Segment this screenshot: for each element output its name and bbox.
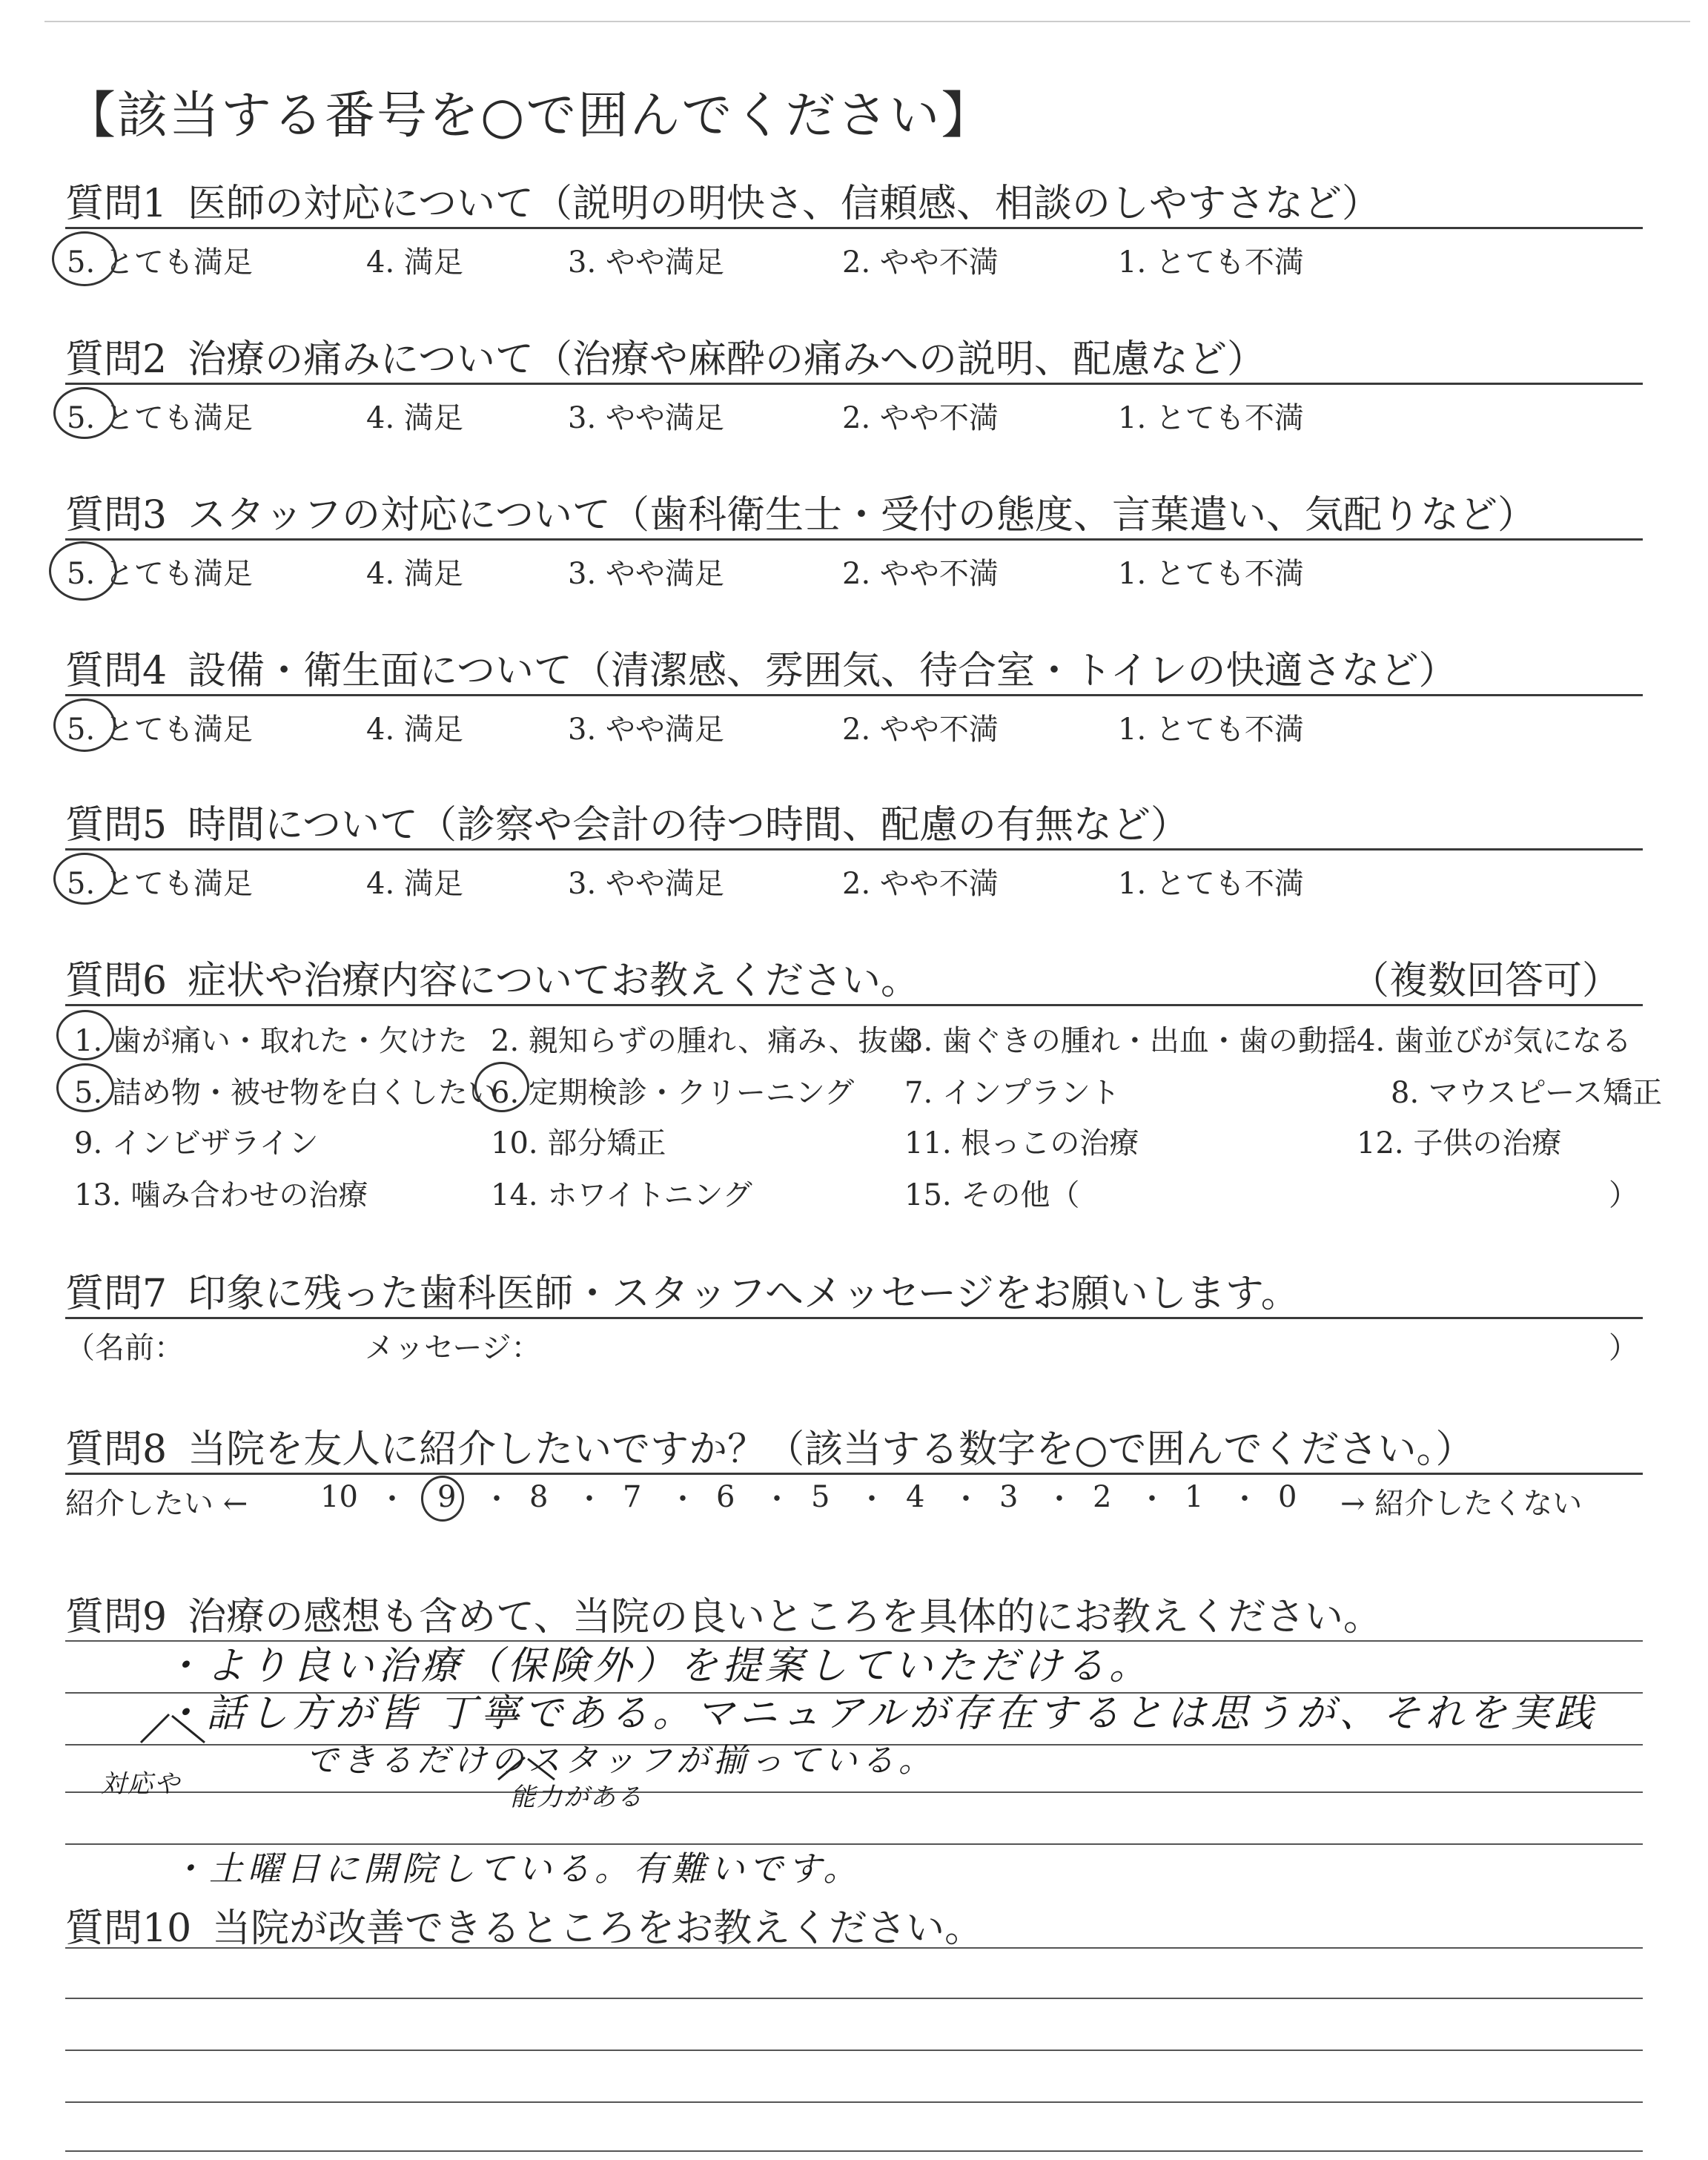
q10-line-3: [65, 2050, 1643, 2051]
q6-option-7[interactable]: 7. インプラント: [904, 1076, 1120, 1110]
q10-line-4: [65, 2101, 1643, 2103]
q4-option-3[interactable]: 3. やや満足: [568, 713, 724, 747]
question-7-rule: [65, 1317, 1643, 1319]
q9-answer-note-nouryoku: 能力がある: [510, 1783, 643, 1812]
q4-option-4[interactable]: 4. 満足: [366, 713, 463, 747]
q8-scale-value-7[interactable]: 7: [623, 1480, 642, 1514]
q6-option-8[interactable]: 8. マウスピース矯正: [1391, 1076, 1663, 1110]
q10-line-2: [65, 1998, 1643, 1999]
q3-selection-circle: [49, 541, 117, 601]
question-9: [65, 1585, 1382, 1641]
question-5: [65, 793, 1189, 849]
q8-right-label: → 紹介したくない: [1340, 1487, 1583, 1521]
q8-scale-separator: ・: [1137, 1482, 1167, 1516]
q6-option-4[interactable]: 4. 歯並びが気になる: [1357, 1024, 1632, 1058]
q9-answer-line-2: ・話し方が皆 丁寧である。マニュアルが存在するとは思うが、それを実践: [163, 1691, 1598, 1736]
question-1-text: 医師の対応について（説明の明快さ、信頼感、相談のしやすさなど）: [188, 182, 1380, 226]
q6-option-9[interactable]: 9. インビザライン: [74, 1126, 319, 1160]
q7-close-paren: ）: [1609, 1331, 1638, 1365]
q1-option-3[interactable]: 3. やや満足: [568, 245, 724, 280]
question-8: [65, 1418, 1474, 1473]
question-4: [65, 639, 1457, 695]
question-7-text: 印象に残った歯科医師・スタッフへメッセージをお願いします。: [188, 1272, 1300, 1316]
q8-scale-separator: ・: [575, 1482, 604, 1516]
q2-option-5[interactable]: 5. とても満足: [67, 401, 253, 435]
question-7-number: 質問7: [65, 1272, 168, 1316]
q8-scale-value-5[interactable]: 5: [811, 1480, 830, 1514]
q5-selection-circle: [53, 853, 116, 905]
question-5-number: 質問5: [65, 803, 168, 848]
q2-option-2[interactable]: 2. やや不満: [842, 401, 999, 435]
q3-option-2[interactable]: 2. やや不満: [842, 557, 999, 591]
q8-scale-value-3[interactable]: 3: [999, 1480, 1019, 1514]
q1-option-2[interactable]: 2. やや不満: [842, 245, 999, 280]
question-6-rule: [65, 1004, 1643, 1006]
q5-option-2[interactable]: 2. やや不満: [842, 867, 999, 901]
question-2: [65, 328, 1265, 383]
q2-option-1[interactable]: 1. とても不満: [1118, 401, 1304, 435]
question-9-text: 治療の感想も含めて、当院の良いところを具体的にお教えください。: [188, 1595, 1383, 1639]
question-8-number: 質問8: [65, 1427, 168, 1472]
question-4-text: 設備・衛生面について（清潔感、雰囲気、待合室・トイレの快適さなど）: [188, 649, 1457, 693]
q8-scale-value-2[interactable]: 2: [1093, 1480, 1112, 1514]
q6-option-6[interactable]: 6. 定期検診・クリーニング: [491, 1076, 855, 1110]
q2-option-3[interactable]: 3. やや満足: [568, 401, 724, 435]
q3-option-1[interactable]: 1. とても不満: [1118, 557, 1304, 591]
q2-option-4[interactable]: 4. 満足: [366, 401, 463, 435]
q6-option-3[interactable]: 3. 歯ぐきの腫れ・出血・歯の動揺: [904, 1024, 1357, 1058]
page-top-edge: [44, 21, 1690, 22]
q3-option-3[interactable]: 3. やや満足: [568, 557, 724, 591]
q8-scale-separator: ・: [1045, 1482, 1074, 1516]
q9-answer-line-1: ・より良い治療（保険外）を提案していただける。: [163, 1644, 1153, 1688]
q1-option-4[interactable]: 4. 満足: [366, 245, 463, 280]
question-6: [65, 949, 919, 1005]
q8-scale-separator: ・: [1230, 1482, 1260, 1516]
question-9-number: 質問9: [65, 1595, 168, 1639]
q6-selection-circle-6: [474, 1062, 529, 1112]
q8-scale-value-0[interactable]: 0: [1278, 1480, 1297, 1514]
question-3-text: スタッフの対応について（歯科衛生士・受付の態度、言葉遣い、気配りなど）: [188, 493, 1537, 538]
q3-option-5[interactable]: 5. とても満足: [67, 557, 253, 591]
question-7: [65, 1262, 1300, 1318]
q6-selection-circle-5: [56, 1063, 114, 1112]
q8-scale-value-1[interactable]: 1: [1185, 1480, 1204, 1514]
question-3: [65, 483, 1536, 539]
question-6-note: （複数回答可）: [1351, 959, 1621, 1003]
question-6-text: 症状や治療内容についてお教えください。: [188, 959, 920, 1003]
question-3-rule: [65, 538, 1643, 541]
question-1-rule: [65, 227, 1643, 229]
question-4-number: 質問4: [65, 649, 168, 693]
q10-line-1: [65, 1947, 1643, 1949]
q1-selection-circle: [52, 231, 117, 286]
question-5-rule: [65, 848, 1643, 851]
q5-option-5[interactable]: 5. とても満足: [67, 867, 253, 901]
q4-option-5[interactable]: 5. とても満足: [67, 713, 253, 747]
question-10-number: 質問10: [65, 1906, 192, 1951]
q6-option-15-close: ）: [1609, 1178, 1638, 1212]
q8-scale-separator: ・: [482, 1482, 512, 1516]
question-5-text: 時間について（診察や会計の待つ時間、配慮の有無など）: [188, 803, 1190, 848]
question-10-text: 当院が改善できるところをお教えください。: [212, 1906, 984, 1951]
q6-option-15[interactable]: 15. その他（: [904, 1178, 1080, 1212]
question-8-rule: [65, 1473, 1643, 1475]
q5-option-4[interactable]: 4. 満足: [366, 867, 463, 901]
question-1: [65, 172, 1380, 228]
q8-scale-separator: ・: [762, 1482, 792, 1516]
q8-scale-value-6[interactable]: 6: [716, 1480, 735, 1514]
question-2-rule: [65, 383, 1643, 385]
q1-option-5[interactable]: 5. とても満足: [67, 245, 253, 280]
q6-option-12[interactable]: 12. 子供の治療: [1357, 1126, 1562, 1160]
q6-option-11[interactable]: 11. 根っこの治療: [904, 1126, 1139, 1160]
q7-name-label: （名前：: [65, 1331, 184, 1365]
q8-scale-separator: ・: [377, 1482, 407, 1516]
q1-option-1[interactable]: 1. とても不満: [1118, 245, 1304, 280]
q8-scale-separator: ・: [857, 1482, 887, 1516]
question-2-number: 質問2: [65, 337, 168, 382]
q10-line-5: [65, 2150, 1643, 2152]
q9-line-4: [65, 1791, 1643, 1793]
question-8-text: 当院を友人に紹介したいですか？（該当する数字を○で囲んでください。）: [188, 1427, 1474, 1472]
q6-option-1[interactable]: 1. 歯が痛い・取れた・欠けた: [74, 1024, 468, 1058]
question-4-rule: [65, 694, 1643, 696]
q6-selection-circle-1: [56, 1010, 114, 1060]
q9-answer-note-taiou: 対応や: [101, 1769, 181, 1799]
page-title: 【該当する番号を○で囲んでください】: [65, 87, 993, 145]
q8-scale-value-10[interactable]: 10: [320, 1480, 358, 1514]
q8-scale-value-9[interactable]: 9: [437, 1480, 457, 1514]
question-1-number: 質問1: [65, 182, 168, 226]
q5-option-1[interactable]: 1. とても不満: [1118, 867, 1304, 901]
question-2-text: 治療の痛みについて（治療や麻酔の痛みへの説明、配慮など）: [188, 337, 1266, 382]
question-10: [65, 1897, 983, 1952]
q4-option-2[interactable]: 2. やや不満: [842, 713, 999, 747]
q5-option-3[interactable]: 3. やや満足: [568, 867, 724, 901]
question-6-number: 質問6: [65, 959, 168, 1003]
q4-selection-circle: [53, 698, 116, 752]
question-3-number: 質問3: [65, 493, 168, 538]
q6-option-13[interactable]: 13. 噛み合わせの治療: [74, 1178, 368, 1212]
q3-option-4[interactable]: 4. 満足: [366, 557, 463, 591]
q4-option-1[interactable]: 1. とても不満: [1118, 713, 1304, 747]
q2-selection-circle: [53, 387, 116, 439]
q6-option-14[interactable]: 14. ホワイトニング: [491, 1178, 752, 1212]
q8-scale-separator: ・: [668, 1482, 698, 1516]
q9-answer-line-3: できるだけのスタッフが揃っている。: [305, 1742, 936, 1780]
q9-answer-line-4: ・土曜日に開院している。有難いです。: [171, 1849, 862, 1889]
q6-option-10[interactable]: 10. 部分矯正: [491, 1126, 666, 1160]
q8-selection-circle: [421, 1476, 464, 1522]
q8-scale-value-8[interactable]: 8: [529, 1480, 549, 1514]
q8-scale-separator: ・: [951, 1482, 981, 1516]
q8-scale-value-4[interactable]: 4: [906, 1480, 925, 1514]
q6-option-5[interactable]: 5. 詰め物・被せ物を白くしたい: [74, 1076, 497, 1110]
q6-option-2[interactable]: 2. 親知らずの腫れ、痛み、抜歯: [491, 1024, 918, 1058]
q7-message-label: メッセージ：: [365, 1331, 541, 1365]
q8-left-label: 紹介したい ←: [65, 1487, 248, 1521]
